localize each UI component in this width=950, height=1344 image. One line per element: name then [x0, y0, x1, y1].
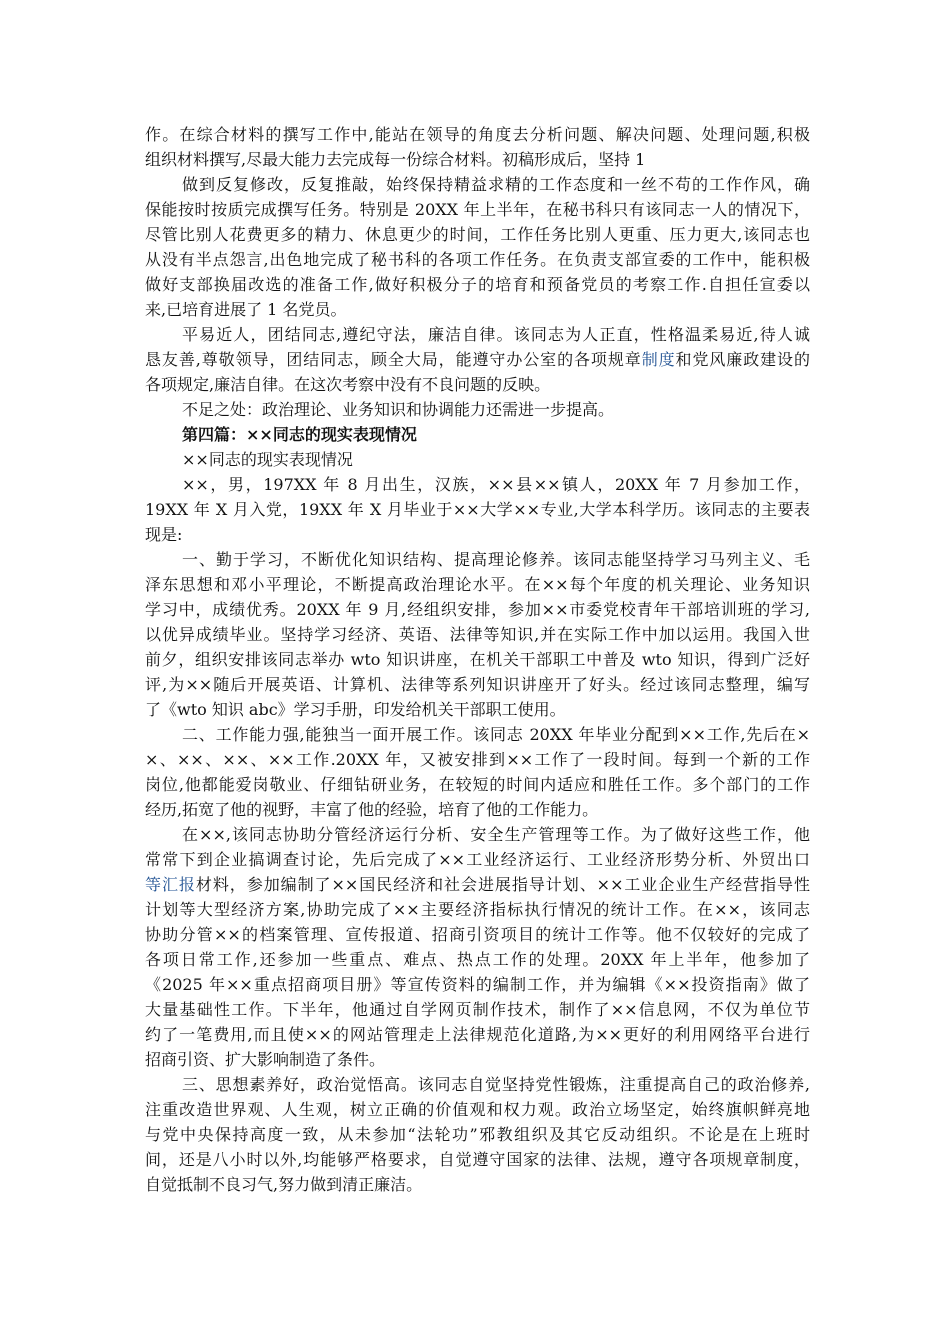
text-line: 从没有半点怨言,出色地完成了秘书科的各项工作任务。在负责支部宣委的工作中，能积极 — [145, 250, 810, 269]
text-line: 约了一笔费用,而且使××的网站管理走上法律规范化道路,为××更好的利用网络平台进行 — [145, 1025, 810, 1044]
text-line: 做到反复修改，反复推敲，始终保持精益求精的工作态度和一丝不苟的工作作风，确 — [182, 175, 810, 194]
section-subtitle: ××同志的现实表现情况 — [182, 450, 353, 469]
text-line: 二、工作能力强,能独当一面开展工作。该同志 20XX 年毕业分配到××工作,先后在× — [182, 725, 810, 744]
text-line: 来,已培育进展了 1 名党员。 — [145, 300, 347, 319]
text-line: 大量基础性工作。下半年，他通过自学网页制作技术，制作了××信息网，不仅为单位节 — [145, 1000, 810, 1019]
text-segment: 恳友善,尊敬领导，团结同志，顾全大局，能遵守办公室的各项规章 — [145, 350, 642, 369]
text-line: 《2025 年××重点招商项目册》等宣传资料的编制工作，并为编辑《××投资指南》做了 — [145, 975, 810, 994]
text-line-with-link — [145, 872, 810, 897]
text-line: 保能按时按质完成撰写任务。特别是 20XX 年上半年，在秘书科只有该同志一人的情况下， — [145, 200, 810, 219]
text-line: 经历,拓宽了他的视野，丰富了他的经验，培育了他的工作能力。 — [145, 800, 599, 819]
text-line: 协助分管××的档案管理、宣传报道、招商引资项目的统计工作等。他不仅较好的完成了 — [145, 925, 810, 944]
text-line: 不足之处：政治理论、业务知识和协调能力还需进一步提高。 — [182, 400, 615, 419]
link-zhidu[interactable]: 制度 — [641, 350, 676, 369]
text-line: 泽东思想和邓小平理论，不断提高政治理论水平。在××每个年度的机关理论、业务知识 — [145, 575, 810, 594]
text-line: 在××,该同志协助分管经济运行分析、安全生产管理等工作。为了做好这些工作，他 — [182, 825, 810, 844]
text-line: 了《wto 知识 abc》学习手册，印发给机关干部职工使用。 — [145, 700, 566, 719]
text-line: 岗位,他都能爱岗敬业、仔细钻研业务，在较短的时间内适应和胜任工作。多个部门的工作 — [145, 775, 810, 794]
text-line: 招商引资、扩大影响制造了条件。 — [145, 1050, 386, 1069]
text-line: 常常下到企业搞调查讨论，先后完成了××工业经济运行、工业经济形势分析、外贸出口 — [145, 850, 810, 869]
text-line: 间，还是八小时以外,均能够严格要求，自觉遵守国家的法律、法规，遵守各项规章制度， — [145, 1150, 810, 1169]
text-line-with-link — [145, 347, 810, 372]
text-line: 学习中，成绩优秀。20XX 年 9 月,经组织安排，参加××市委党校青年干部培训班的学习, — [145, 600, 810, 619]
link-denghuibao[interactable]: 等汇报 — [145, 875, 196, 894]
text-line: 一、勤于学习，不断优化知识结构、提高理论修养。该同志能坚持学习马列主义、毛 — [182, 550, 810, 569]
text-line: 三、思想素养好，政治觉悟高。该同志自觉坚持党性锻炼，注重提高自己的政治修养, — [182, 1075, 810, 1094]
text-line: 计划等大型经济方案,协助完成了××主要经济指标执行情况的统计工作。在××，该同志 — [145, 900, 810, 919]
text-line: 19XX 年 X 月入党，19XX 年 X 月毕业于××大学××专业,大学本科学历。该同志的主要表 — [145, 500, 810, 519]
text-segment: 和党风廉政建设的 — [675, 350, 810, 369]
text-segment: 材料，参加编制了××国民经济和社会进展指导计划、××工业企业生产经营指导性 — [195, 875, 810, 894]
text-line: 前夕，组织安排该同志举办 wto 知识讲座，在机关干部职工中普及 wto 知识，得到广泛好 — [145, 650, 810, 669]
text-line: ×、××、××、××工作.20XX 年，又被安排到××工作了一段时间。每到一个新的工作 — [145, 750, 810, 769]
text-line: ××，男，197XX 年 8 月出生，汉族，××县××镇人，20XX 年 7 月参加工作， — [182, 475, 810, 494]
text-line: 各项规定,廉洁自律。在这次考察中没有不良问题的反映。 — [145, 375, 551, 394]
text-line: 各项日常工作,还参加一些重点、难点、热点工作的处理。20XX 年上半年，他参加了 — [145, 950, 810, 969]
text-line: 与党中央保持高度一致，从未参加“法轮功”邪教组织及其它反动组织。不论是在上班时 — [145, 1125, 810, 1144]
text-line: 平易近人，团结同志,遵纪守法，廉洁自律。该同志为人正直，性格温柔易近,待人诚 — [182, 325, 810, 344]
text-line: 作。在综合材料的撰写工作中,能站在领导的角度去分析问题、解决问题、处理问题,积极 — [145, 125, 810, 144]
text-line: 以优异成绩毕业。坚持学习经济、英语、法律等知识,并在实际工作中加以运用。我国入世 — [145, 625, 810, 644]
text-line: 自觉抵制不良习气,努力做到清正廉洁。 — [145, 1175, 423, 1194]
text-line: 做好支部换届改选的准备工作,做好积极分子的培育和预备党员的考察工作.自担任宣委以 — [145, 275, 810, 294]
document-page — [145, 122, 810, 1197]
text-line: 现是: — [145, 525, 183, 544]
section-heading: 第四篇：××同志的现实表现情况 — [182, 425, 417, 444]
text-line: 注重改造世界观、人生观，树立正确的价值观和权力观。政治立场坚定，始终旗帜鲜亮地 — [145, 1100, 810, 1119]
text-line: 组织材料撰写,尽最大能力去完成每一份综合材料。初稿形成后，坚持 1 — [145, 150, 646, 169]
text-line: 尽管比别人花费更多的精力、休息更少的时间，工作任务比别人更重、压力更大,该同志也 — [145, 225, 810, 244]
text-line: 评,为××随后开展英语、计算机、法律等系列知识讲座开了好头。经过该同志整理，编写 — [145, 675, 810, 694]
